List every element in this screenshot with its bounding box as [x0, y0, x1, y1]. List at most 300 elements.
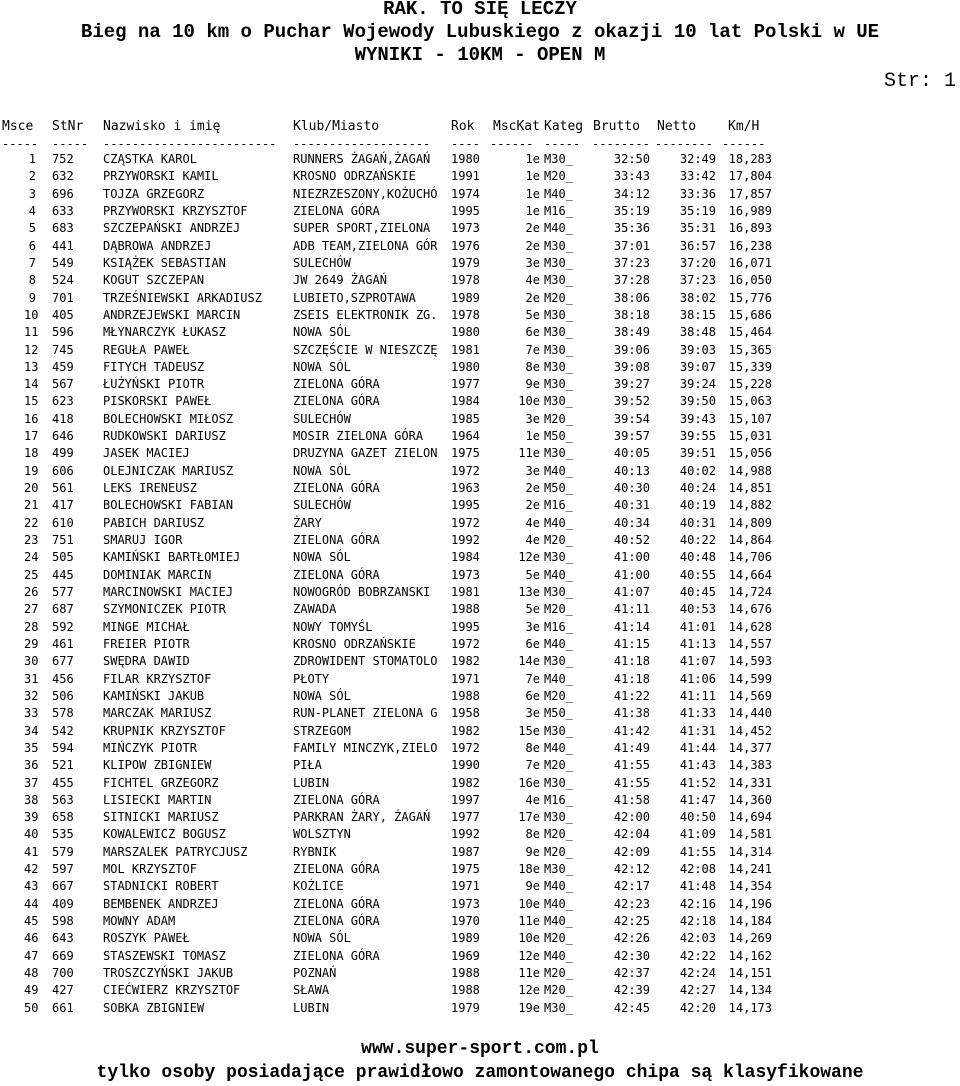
cell-category: M30_: [544, 810, 573, 825]
cell-place: 11: [24, 325, 39, 340]
cell-name: KRUPNIK KRZYSZTOF: [103, 723, 226, 738]
table-row: [0, 359, 960, 376]
cell-name: CIEĆWIERZ KRZYSZTOF: [103, 983, 241, 998]
cell-bib: 610: [52, 515, 74, 530]
cell-speed: 14,331: [728, 775, 772, 790]
cell-club: ZIELONA GÓRA: [293, 203, 380, 218]
column-header-bib: StNr: [52, 119, 84, 134]
table-row: [0, 930, 960, 947]
cell-name: KSIĄŻEK SEBASTIAN: [103, 255, 226, 270]
cell-cat-place: 2e: [525, 290, 540, 305]
cell-gross-time: 39:52: [613, 394, 650, 409]
cell-place: 27: [24, 602, 39, 617]
cell-year: 1973: [451, 567, 480, 582]
cell-net-time: 42:08: [679, 862, 716, 877]
cell-club: ZIELONA GÓRA: [293, 481, 380, 496]
cell-cat-place: 1e: [525, 429, 540, 444]
cell-place: 18: [24, 446, 39, 461]
cell-bib: 592: [52, 619, 74, 634]
cell-bib: 549: [52, 255, 74, 270]
cell-gross-time: 42:00: [613, 810, 650, 825]
cell-name: KOGUT SZCZEPAN: [103, 273, 205, 288]
cell-speed: 15,339: [728, 359, 772, 374]
cell-year: 1969: [451, 948, 480, 963]
column-header-gross-time: Brutto: [593, 119, 640, 134]
cell-gross-time: 39:54: [613, 411, 650, 426]
cell-gross-time: 39:08: [613, 359, 650, 374]
table-row: [0, 688, 960, 705]
cell-bib: 683: [52, 221, 74, 236]
cell-category: M40_: [544, 914, 573, 929]
table-row: [0, 532, 960, 549]
cell-category: M20_: [544, 844, 573, 859]
cell-speed: 15,031: [728, 429, 772, 444]
table-row: [0, 515, 960, 532]
cell-bib: 669: [52, 948, 74, 963]
cell-place: 44: [24, 896, 39, 911]
table-row: [0, 290, 960, 307]
cell-bib: 409: [52, 896, 74, 911]
table-row: [0, 653, 960, 670]
cell-category: M40_: [544, 463, 573, 478]
cell-net-time: 42:27: [679, 983, 716, 998]
cell-cat-place: 4e: [525, 515, 540, 530]
cell-year: 1978: [451, 307, 480, 322]
table-row: [0, 723, 960, 740]
cell-name: DOMINIAK MARCIN: [103, 567, 212, 582]
cell-place: 43: [24, 879, 39, 894]
cell-name: OLEJNICZAK MARIUSZ: [103, 463, 234, 478]
cell-speed: 15,056: [728, 446, 772, 461]
cell-category: M30_: [544, 359, 573, 374]
cell-category: M16_: [544, 619, 573, 634]
cell-name: PRZYWORSKI KRZYSZTOF: [103, 203, 248, 218]
cell-bib: 667: [52, 879, 74, 894]
cell-bib: 751: [52, 533, 74, 548]
cell-category: M20_: [544, 533, 573, 548]
cell-speed: 17,857: [728, 186, 772, 201]
cell-speed: 14,383: [728, 758, 772, 773]
cell-place: 30: [24, 654, 39, 669]
cell-cat-place: 2e: [525, 238, 540, 253]
cell-cat-place: 3e: [525, 411, 540, 426]
cell-year: 1991: [451, 169, 480, 184]
table-row: [0, 376, 960, 393]
cell-bib: 535: [52, 827, 74, 842]
cell-bib: 677: [52, 654, 74, 669]
cell-cat-place: 3e: [525, 706, 540, 721]
cell-net-time: 41:52: [679, 775, 716, 790]
cell-gross-time: 41:00: [613, 550, 650, 565]
cell-name: MOWNY ADAM: [103, 914, 176, 929]
cell-speed: 14,184: [728, 914, 772, 929]
cell-place: 45: [24, 914, 39, 929]
cell-cat-place: 15e: [518, 723, 540, 738]
cell-category: M40_: [544, 221, 573, 236]
cell-net-time: 41:33: [679, 706, 716, 721]
cell-bib: 461: [52, 636, 74, 651]
table-row: [0, 965, 960, 982]
cell-bib: 499: [52, 446, 74, 461]
cell-cat-place: 6e: [525, 688, 540, 703]
cell-net-time: 33:42: [679, 169, 716, 184]
cell-gross-time: 40:13: [613, 463, 650, 478]
cell-category: M40_: [544, 879, 573, 894]
cell-speed: 14,599: [728, 671, 772, 686]
cell-cat-place: 6e: [525, 636, 540, 651]
table-row: [0, 463, 960, 480]
cell-net-time: 39:55: [679, 429, 716, 444]
cell-name: TOJZA GRZEGORZ: [103, 186, 205, 201]
cell-gross-time: 40:30: [613, 481, 650, 496]
cell-cat-place: 5e: [525, 307, 540, 322]
cell-cat-place: 9e: [525, 879, 540, 894]
cell-net-time: 35:31: [679, 221, 716, 236]
cell-club: SUPER SPORT,ZIELONA: [293, 221, 431, 236]
cell-club: WOLSZTYN: [293, 827, 351, 842]
cell-club: JW 2649 ŻAGAŃ: [293, 273, 387, 288]
cell-gross-time: 41:11: [613, 602, 650, 617]
cell-gross-time: 41:49: [613, 740, 650, 755]
cell-year: 1972: [451, 636, 480, 651]
cell-speed: 14,694: [728, 810, 772, 825]
cell-category: M20_: [544, 966, 573, 981]
cell-year: 1990: [451, 758, 480, 773]
cell-name: KAMIŃSKI JAKUB: [103, 688, 205, 703]
cell-club: RUNNERS ŻAGAŃ,ŻAGAŃ: [293, 152, 431, 166]
cell-gross-time: 42:25: [613, 914, 650, 929]
cell-cat-place: 10e: [518, 394, 540, 409]
cell-name: MIŃCZYK PIOTR: [103, 740, 197, 755]
cell-year: 1981: [451, 585, 480, 599]
cell-net-time: 37:23: [679, 273, 716, 288]
cell-gross-time: 37:01: [613, 238, 650, 253]
cell-speed: 15,776: [728, 290, 772, 305]
cell-name: FREIER PIOTR: [103, 636, 190, 651]
cell-name: BOLECHOWSKI MIŁOSZ: [103, 411, 234, 426]
cell-club: SULECHÓW: [293, 411, 351, 426]
cell-net-time: 41:11: [679, 688, 716, 703]
table-row: [0, 445, 960, 462]
cell-club: NOWA SÓL: [293, 325, 351, 340]
cell-speed: 14,151: [728, 966, 772, 981]
cell-year: 1989: [451, 290, 480, 305]
cell-year: 1982: [451, 654, 480, 669]
results-category-title: WYNIKI - 10KM - OPEN M: [354, 44, 606, 66]
cell-gross-time: 40:52: [613, 533, 650, 548]
cell-bib: 633: [52, 203, 74, 218]
column-header-name: Nazwisko i imię: [103, 119, 221, 134]
cell-place: 40: [24, 827, 39, 842]
cell-net-time: 41:01: [679, 619, 716, 634]
cell-year: 1988: [451, 966, 480, 981]
cell-year: 1964: [451, 429, 480, 444]
cell-name: SITNICKI MARIUSZ: [103, 810, 219, 825]
cell-place: 46: [24, 931, 39, 946]
table-row: [0, 567, 960, 584]
cell-speed: 16,050: [728, 273, 772, 288]
cell-gross-time: 32:50: [613, 152, 650, 166]
cell-club: SULECHÓW: [293, 255, 351, 270]
separator-club: -------------------: [293, 137, 431, 151]
cell-name: MINGE MICHAŁ: [103, 619, 190, 634]
cell-speed: 14,593: [728, 654, 772, 669]
cell-gross-time: 40:34: [613, 515, 650, 530]
cell-name: ROSZYK PAWEŁ: [103, 931, 190, 946]
table-row: [0, 1000, 960, 1017]
cell-year: 1972: [451, 463, 480, 478]
cell-bib: 459: [52, 359, 74, 374]
cell-net-time: 41:09: [679, 827, 716, 842]
cell-place: 1: [28, 152, 36, 166]
cell-name: STASZEWSKI TOMASZ: [103, 948, 226, 963]
column-header-category: Kateg: [544, 119, 584, 134]
cell-bib: 567: [52, 377, 74, 392]
cell-net-time: 37:20: [679, 255, 716, 270]
table-row: [0, 896, 960, 913]
table-row: [0, 549, 960, 566]
separator-net-time: --------: [655, 137, 713, 151]
cell-speed: 15,464: [728, 325, 772, 340]
cell-name: FITYCH TADEUSZ: [103, 359, 205, 374]
cell-speed: 15,107: [728, 411, 772, 426]
cell-bib: 445: [52, 567, 74, 582]
cell-bib: 561: [52, 481, 74, 496]
cell-place: 26: [24, 585, 39, 599]
cell-speed: 14,864: [728, 533, 772, 548]
table-row: [0, 203, 960, 220]
cell-speed: 18,283: [728, 152, 772, 166]
cell-net-time: 40:53: [679, 602, 716, 617]
cell-net-time: 35:19: [679, 203, 716, 218]
cell-year: 1980: [451, 325, 480, 340]
cell-net-time: 40:22: [679, 533, 716, 548]
cell-name: PISKORSKI PAWEŁ: [103, 394, 212, 409]
cell-gross-time: 41:55: [613, 758, 650, 773]
cell-year: 1976: [451, 238, 480, 253]
cell-name: SZYMONICZEK PIOTR: [103, 602, 226, 617]
cell-name: SOBKA ZBIGNIEW: [103, 1000, 205, 1015]
cell-year: 1984: [451, 394, 480, 409]
table-row: [0, 671, 960, 688]
cell-gross-time: 41:55: [613, 775, 650, 790]
cell-name: SMARUJ IGOR: [103, 533, 183, 548]
cell-bib: 563: [52, 792, 74, 807]
cell-bib: 427: [52, 983, 74, 998]
table-row: [0, 619, 960, 636]
cell-year: 1975: [451, 446, 480, 461]
cell-category: M30_: [544, 377, 573, 392]
cell-net-time: 42:18: [679, 914, 716, 929]
cell-place: 22: [24, 515, 39, 530]
cell-year: 1988: [451, 688, 480, 703]
cell-cat-place: 4e: [525, 533, 540, 548]
cell-club: KROSNO ODRZAŃSKIE: [293, 636, 416, 651]
cell-place: 35: [24, 740, 39, 755]
cell-name: PRZYWORSKI KAMIL: [103, 169, 219, 184]
cell-name: KOWALEWICZ BOGUSZ: [103, 827, 226, 842]
cell-gross-time: 37:28: [613, 273, 650, 288]
cell-gross-time: 34:12: [613, 186, 650, 201]
cell-gross-time: 38:49: [613, 325, 650, 340]
cell-cat-place: 7e: [525, 671, 540, 686]
cell-name: MARCINOWSKI MACIEJ: [103, 585, 234, 599]
cell-place: 48: [24, 966, 39, 981]
cell-place: 12: [24, 342, 39, 357]
separator-category: -----: [544, 137, 581, 151]
cell-club: KROSNO ODRZAŃSKIE: [293, 169, 416, 184]
cell-net-time: 40:55: [679, 567, 716, 582]
cell-speed: 16,893: [728, 221, 772, 236]
cell-category: M40_: [544, 515, 573, 530]
table-row: [0, 861, 960, 878]
cell-place: 21: [24, 498, 39, 513]
cell-name: LEKS IRENEUSZ: [103, 481, 197, 496]
cell-name: DĄBROWA ANDRZEJ: [103, 238, 212, 253]
cell-club: NOWY TOMYŚL: [293, 619, 373, 634]
cell-gross-time: 42:12: [613, 862, 650, 877]
cell-cat-place: 18e: [518, 862, 540, 877]
cell-club: PARKRAN ŻARY, ŻAGAŃ: [293, 810, 431, 825]
cell-cat-place: 13e: [518, 585, 540, 599]
table-header: [0, 118, 960, 135]
table-row: [0, 324, 960, 341]
cell-net-time: 38:02: [679, 290, 716, 305]
cell-year: 1995: [451, 203, 480, 218]
cell-club: RUN-PLANET ZIELONA G: [293, 706, 438, 721]
cell-name: TROSZCZYŃSKI JAKUB: [103, 966, 234, 981]
cell-gross-time: 40:31: [613, 498, 650, 513]
cell-place: 3: [28, 186, 36, 201]
cell-club: ZIELONA GÓRA: [293, 792, 380, 807]
cell-year: 1988: [451, 983, 480, 998]
cell-net-time: 41:43: [679, 758, 716, 773]
cell-gross-time: 41:00: [613, 567, 650, 582]
cell-speed: 15,228: [728, 377, 772, 392]
table-row: [0, 411, 960, 428]
cell-club: KOŹLICE: [293, 879, 344, 894]
cell-net-time: 32:49: [679, 152, 716, 166]
cell-club: SŁAWA: [293, 983, 330, 998]
cell-place: 47: [24, 948, 39, 963]
cell-name: CZĄSTKA KAROL: [103, 152, 197, 166]
cell-speed: 14,809: [728, 515, 772, 530]
cell-bib: 646: [52, 429, 74, 444]
cell-bib: 594: [52, 740, 74, 755]
cell-net-time: 38:48: [679, 325, 716, 340]
cell-name: FILAR KRZYSZTOF: [103, 671, 212, 686]
cell-category: M30_: [544, 775, 573, 790]
cell-year: 1982: [451, 723, 480, 738]
cell-net-time: 41:55: [679, 844, 716, 859]
cell-year: 1992: [451, 827, 480, 842]
separator-cat-place: ------: [490, 137, 534, 151]
cell-year: 1970: [451, 914, 480, 929]
cell-name: SZCZEPAŃSKI ANDRZEJ: [103, 221, 241, 236]
cell-gross-time: 41:18: [613, 654, 650, 669]
footer-note: tylko osoby posiadające prawidłowo zamontowanego chipa są klasyfikowane: [96, 1063, 864, 1083]
cell-speed: 14,360: [728, 792, 772, 807]
cell-club: PIŁA: [293, 758, 322, 773]
cell-speed: 14,557: [728, 636, 772, 651]
cell-net-time: 42:22: [679, 948, 716, 963]
cell-gross-time: 41:14: [613, 619, 650, 634]
cell-year: 1979: [451, 255, 480, 270]
table-row: [0, 913, 960, 930]
cell-year: 1980: [451, 359, 480, 374]
cell-name: FICHTEL GRZEGORZ: [103, 775, 219, 790]
cell-bib: 687: [52, 602, 74, 617]
cell-gross-time: 33:43: [613, 169, 650, 184]
table-row: [0, 948, 960, 965]
separator-year: ----: [451, 137, 480, 151]
cell-net-time: 39:07: [679, 359, 716, 374]
cell-place: 32: [24, 688, 39, 703]
cell-category: M30_: [544, 238, 573, 253]
cell-category: M30_: [544, 585, 573, 599]
table-row: [0, 428, 960, 445]
cell-category: M30_: [544, 255, 573, 270]
cell-cat-place: 5e: [525, 602, 540, 617]
cell-gross-time: 35:36: [613, 221, 650, 236]
separator-gross-time: --------: [592, 137, 650, 151]
cell-bib: 577: [52, 585, 74, 599]
cell-bib: 598: [52, 914, 74, 929]
cell-name: KLIPOW ZBIGNIEW: [103, 758, 212, 773]
cell-category: M20_: [544, 758, 573, 773]
cell-gross-time: 41:07: [613, 585, 650, 599]
cell-place: 23: [24, 533, 39, 548]
cell-gross-time: 42:17: [613, 879, 650, 894]
cell-cat-place: 11e: [518, 446, 540, 461]
cell-cat-place: 14e: [518, 654, 540, 669]
cell-name: REGUŁA PAWEŁ: [103, 342, 190, 357]
cell-cat-place: 10e: [518, 931, 540, 946]
cell-club: ZIELONA GÓRA: [293, 377, 380, 392]
cell-cat-place: 4e: [525, 792, 540, 807]
cell-speed: 16,989: [728, 203, 772, 218]
cell-net-time: 41:47: [679, 792, 716, 807]
cell-speed: 15,063: [728, 394, 772, 409]
cell-year: 1971: [451, 879, 480, 894]
cell-category: M30_: [544, 307, 573, 322]
cell-cat-place: 1e: [525, 203, 540, 218]
cell-year: 1980: [451, 152, 480, 166]
cell-speed: 14,581: [728, 827, 772, 842]
cell-bib: 524: [52, 273, 74, 288]
page-number: Str: 1: [883, 70, 956, 93]
cell-name: ANDRZEJEWSKI MARCIN: [103, 307, 241, 322]
cell-year: 1958: [451, 706, 480, 721]
cell-net-time: 41:48: [679, 879, 716, 894]
cell-category: M30_: [544, 654, 573, 669]
table-row: [0, 151, 960, 168]
cell-speed: 14,706: [728, 550, 772, 565]
cell-club: ZSEIS ELEKTRONIK ZG.: [293, 307, 438, 322]
cell-place: 17: [24, 429, 39, 444]
cell-net-time: 40:50: [679, 810, 716, 825]
table-row: [0, 168, 960, 185]
cell-category: M30_: [544, 1000, 573, 1015]
cell-speed: 14,724: [728, 585, 772, 599]
cell-category: M20_: [544, 169, 573, 184]
column-header-cat-place: MscKat: [493, 119, 540, 134]
cell-gross-time: 38:18: [613, 307, 650, 322]
cell-name: MOL KRZYSZTOF: [103, 862, 197, 877]
cell-place: 33: [24, 706, 39, 721]
cell-cat-place: 19e: [518, 1000, 540, 1015]
table-row: [0, 272, 960, 289]
